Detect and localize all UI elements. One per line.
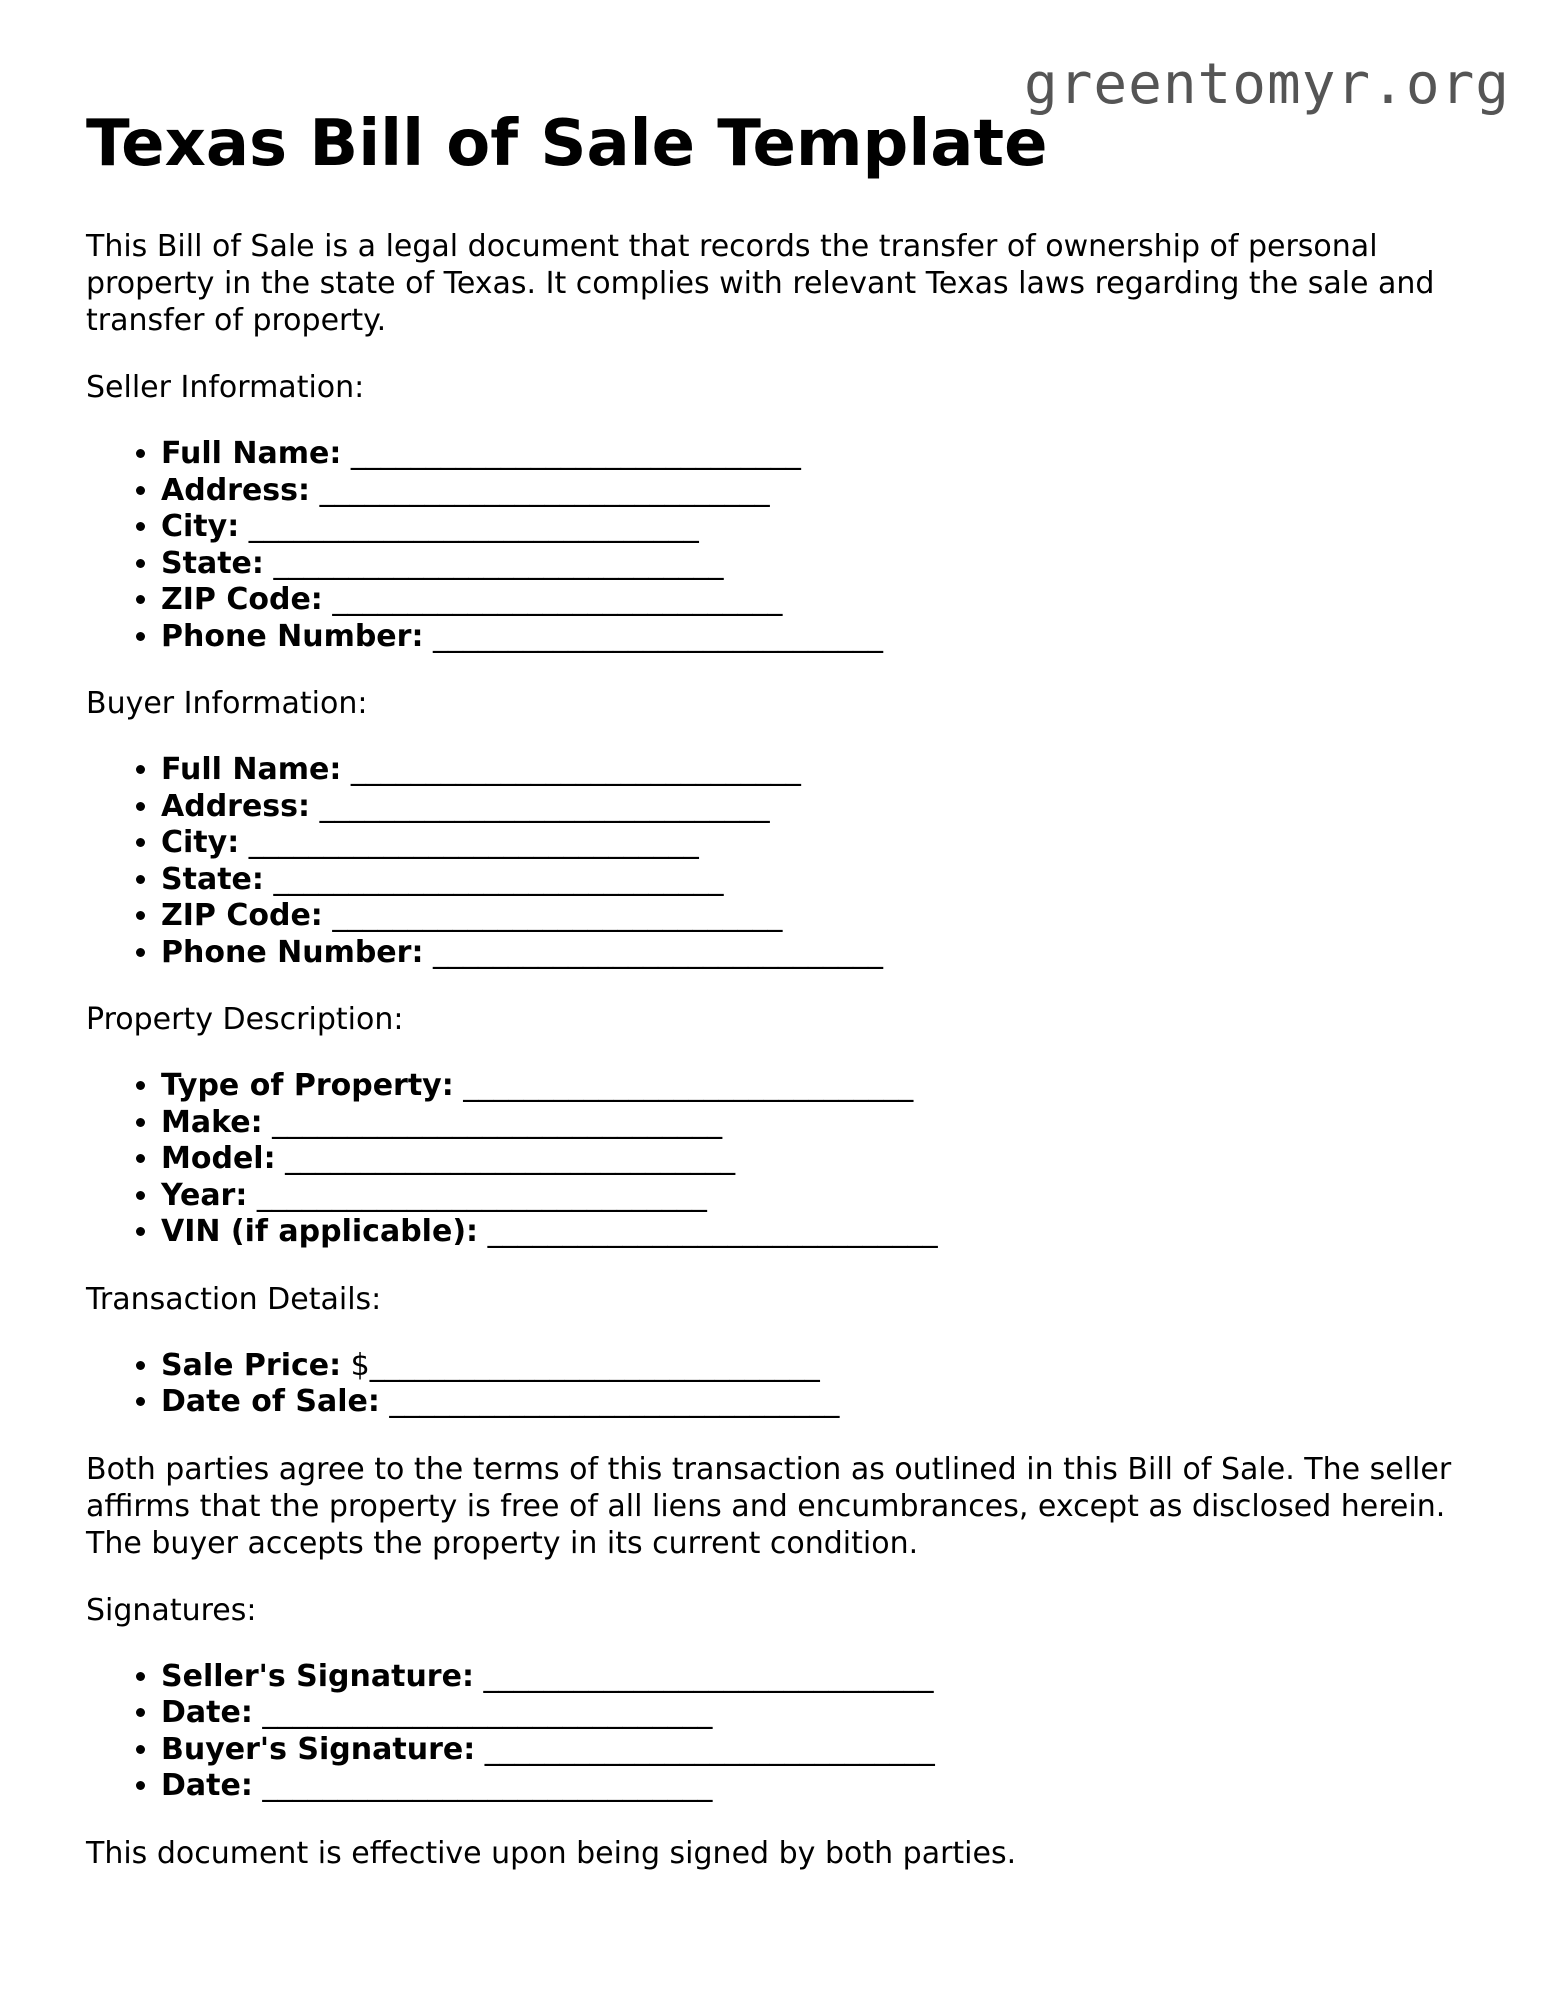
blank-line[interactable]: ______________________________ [389,1384,840,1419]
sale-price-item [161,1348,1476,1385]
blank-line[interactable]: ______________________________ [332,582,783,617]
intro-paragraph: This Bill of Sale is a legal document that records the transfer of ownership of personal property in the state of Texas. It complies with relevant Texas laws regarding the sale and transfer of property. [86,229,1435,338]
property-fields-list [86,1068,1476,1251]
seller-full-name-item [161,436,1476,473]
blank-line[interactable]: ______________________________ [248,825,699,860]
property-make-item [161,1105,1476,1142]
signatures-heading: Signatures: [86,1592,257,1628]
transaction-fields-list [86,1348,1476,1421]
field-label: Full Name: [161,436,342,471]
watermark: greentomyr.org [1023,52,1510,117]
field-label: Full Name: [161,752,342,787]
property-year-item [161,1178,1476,1215]
page-title: Texas Bill of Sale Template [86,107,1048,181]
buyer-date-item [161,1768,1476,1805]
field-label: VIN (if applicable): [161,1214,479,1249]
seller-phone-item [161,619,1476,656]
field-label: Address: [161,472,311,508]
blank-line[interactable]: ______________________________ [484,1731,935,1767]
blank-line[interactable]: ______________________________ [369,1347,820,1383]
field-label: State: [161,545,264,581]
blank-line[interactable]: ______________________________ [285,1141,736,1176]
blank-line[interactable]: ______________________________ [273,861,724,897]
blank-line[interactable]: ______________________________ [463,1068,914,1103]
date-of-sale-item [161,1384,1476,1421]
buyer-zip-item [161,898,1476,935]
buyer-fields-list [86,752,1476,971]
seller-signature-item [161,1659,1476,1696]
document-page [86,107,1476,1902]
buyer-city-item [161,825,1476,862]
buyer-signature-item [161,1732,1476,1769]
field-label: Type of Property: [161,1068,454,1103]
field-label: ZIP Code: [161,582,323,617]
field-label: City: [161,825,240,860]
blank-line[interactable]: ______________________________ [433,618,883,654]
seller-zip-item [161,582,1476,619]
blank-line[interactable]: ______________________________ [273,545,724,581]
buyer-state-item [161,862,1476,899]
blank-line[interactable]: ______________________________ [256,1177,707,1213]
seller-city-item [161,509,1476,546]
blank-line[interactable]: ______________________________ [272,1104,723,1140]
field-label: State: [161,861,264,897]
blank-line[interactable]: ______________________________ [319,472,770,508]
field-label: Phone Number: [161,618,424,654]
field-label: Phone Number: [161,934,424,970]
field-label: Date: [161,1695,253,1730]
terms-paragraph: Both parties agree to the terms of this transaction as outlined in this Bill of Sale. The seller affirms that the property is free of all liens and encumbrances, except as disclosed herein. The buyer accepts the property in its current condition. [86,1451,1452,1561]
buyer-full-name-item [161,752,1476,789]
closing-paragraph: This document is effective upon being signed by both parties. [86,1835,1017,1871]
seller-fields-list [86,436,1476,655]
field-label: Make: [161,1104,263,1140]
blank-line[interactable]: ______________________________ [350,436,801,471]
blank-line[interactable]: ______________________________ [487,1214,938,1249]
property-model-item [161,1141,1476,1178]
blank-line[interactable]: ______________________________ [248,509,699,544]
field-label: Date: [161,1768,253,1803]
transaction-heading: Transaction Details: [86,1281,382,1317]
field-label: Date of Sale: [161,1384,380,1419]
property-heading: Property Description: [86,1002,404,1037]
blank-line[interactable]: ______________________________ [350,752,801,787]
field-label: Sale Price: [161,1347,342,1383]
field-label: Seller's Signature: [161,1658,474,1694]
field-label: City: [161,509,240,544]
blank-line[interactable]: ______________________________ [319,788,770,824]
blank-line[interactable]: ______________________________ [262,1768,713,1803]
seller-address-item [161,473,1476,510]
blank-line[interactable]: ______________________________ [433,934,883,970]
field-label: ZIP Code: [161,898,323,933]
blank-line[interactable]: ______________________________ [262,1695,713,1730]
seller-state-item [161,546,1476,583]
field-label: Model: [161,1141,276,1176]
property-vin-item [161,1214,1476,1251]
blank-line[interactable]: ______________________________ [332,898,783,933]
buyer-heading: Buyer Information: [86,686,368,721]
currency-symbol: $ [350,1347,370,1383]
field-label: Buyer's Signature: [161,1731,476,1767]
blank-line[interactable]: ______________________________ [483,1658,934,1694]
buyer-address-item [161,789,1476,826]
buyer-phone-item [161,935,1476,972]
field-label: Address: [161,788,311,824]
seller-date-item [161,1695,1476,1732]
signatures-fields-list [86,1659,1476,1805]
property-type-item [161,1068,1476,1105]
field-label: Year: [161,1177,248,1213]
seller-heading: Seller Information: [86,370,365,405]
